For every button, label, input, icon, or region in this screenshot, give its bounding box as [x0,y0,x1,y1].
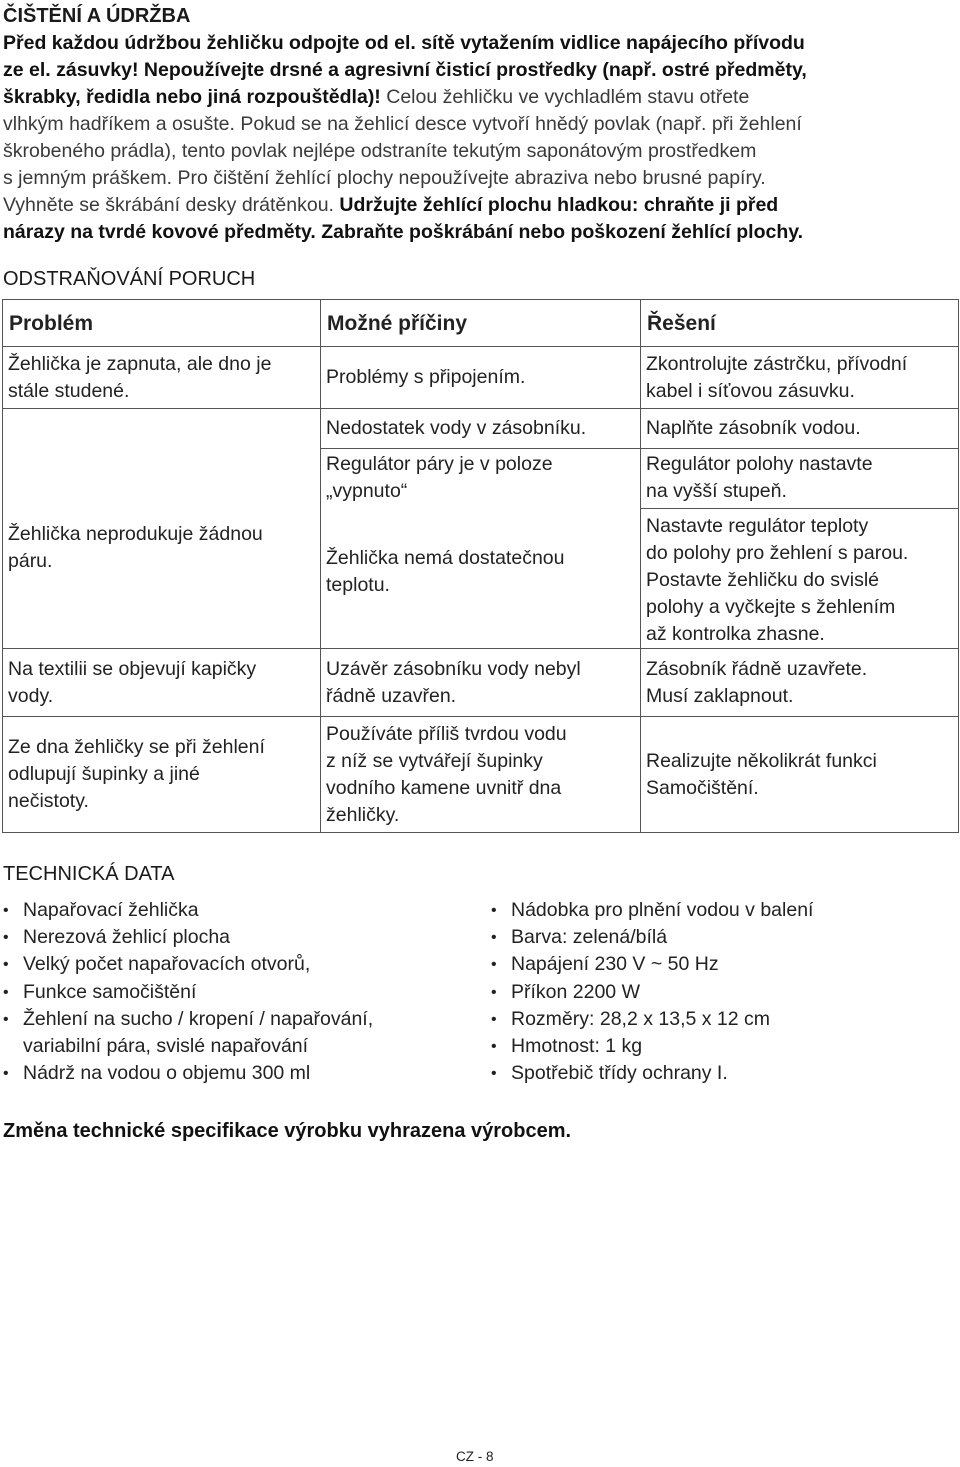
solution-text: Regulátor polohy nastavte [646,453,873,475]
problem-text: Na textilii se objevují kapičky [8,657,257,680]
table-row [3,649,959,717]
list-item: • Rozměry: 28,2 x 13,5 x 12 cm [490,1006,813,1033]
solution-text: až kontrolka zhasne. [646,623,825,645]
solution-cell [641,409,959,449]
problem-cell [3,649,321,717]
problem-cell [3,347,321,409]
cleaning-line-5: škrobeného prádla), tento povlak nejlépe odstraníte tekutým saponátovým prostředkem [3,140,757,162]
header-solution: Řešení [641,300,959,347]
list-item: • Nerezová žehlicí plocha [2,924,373,951]
list-item: • Spotřebič třídy ochrany I. [490,1060,813,1087]
solution-text: do polohy pro žehlení s parou. [646,542,909,564]
cause-text: Nedostatek vody v zásobníku. [326,417,587,439]
list-item: • Napájení 230 V ~ 50 Hz [490,951,813,978]
problem-text: odlupují šupinky a jiné [8,763,200,785]
solution-text: Realizujte několikrát funkci [646,749,877,772]
cause-text: Uzávěr zásobníku vody nebyl [326,657,581,680]
spec-change-note: Změna technické specifikace výrobku vyhrazena výrobcem. [3,1120,572,1142]
cause-text: Problémy s připojením. [326,366,526,388]
problem-text: nečistoty. [8,790,89,812]
cause-cell [321,449,641,509]
table-row [3,717,959,833]
cleaning-line-7-rest: Vyhněte se škrábání desky drátěnkou. [3,194,340,216]
cause-text: Používáte příliš tvrdou vodu [326,722,567,745]
list-item-line: variabilní pára, svislé napařování [23,1035,309,1058]
problem-text: Žehlička je zapnuta, ale dno je [8,352,272,375]
troubleshooting-title: ODSTRAŇOVÁNÍ PORUCH [3,268,256,290]
cause-text: „vypnuto“ [326,480,408,502]
cause-cell [321,409,641,449]
cause-text: vodního kamene uvnitř dna [326,776,562,799]
cleaning-line-4: vlhkým hadříkem a osušte. Pokud se na žehlicí desce vytvoří hnědý povlak (např. při žehlení [3,113,802,135]
solution-text: polohy a vyčkejte s žehlením [646,596,896,618]
list-item: • Příkon 2200 W [490,979,813,1006]
cleaning-line-6: s jemným práškem. Pro čištění žehlící plochy nepoužívejte abraziva nebo brusné papíry. [3,167,766,189]
header-problem: Problém [3,300,321,347]
cleaning-paragraph [3,30,953,246]
problem-text: Žehlička neprodukuje žádnou [8,523,263,546]
problem-text: vody. [8,684,54,707]
cleaning-line-3-rest: Celou žehličku ve vychladlém stavu otřete [380,86,750,108]
problem-text: páru. [8,550,53,573]
list-item: • Velký počet napařovacích otvorů, [2,951,373,978]
problem-text: Ze dna žehličky se při žehlení [8,736,265,758]
list-item: • Napařovací žehlička [2,897,373,924]
cleaning-line-3-bold: škrabky, ředidla nebo jiná rozpouštědla)! [3,86,381,108]
list-item [2,1006,373,1060]
cause-text: Regulátor páry je v poloze [326,453,553,475]
solution-cell [641,509,959,649]
cause-cell [321,509,641,649]
cleaning-line-2: ze el. zásuvky! Nepoužívejte drsné a agresivní čisticí prostředky (např. ostré předměty, [3,59,807,81]
problem-cell [3,449,321,649]
cause-text: řádně uzavřen. [326,684,457,707]
solution-text: Samočištění. [646,776,759,799]
list-item: • Nádobka pro plnění vodou v balení [490,897,813,924]
solution-cell [641,449,959,509]
table-header-row [3,300,959,347]
tech-list-left [2,897,373,1087]
cleaning-line-8: nárazy na tvrdé kovové předměty. Zabraňte poškrábání nebo poškození žehlící plochy. [3,221,804,243]
table-row [3,449,959,509]
tech-data-title: TECHNICKÁ DATA [3,863,175,885]
solution-cell [641,649,959,717]
solution-text: kabel i síťovou zásuvku. [646,379,855,402]
solution-text: Musí zaklapnout. [646,684,794,707]
page-number: CZ - 8 [456,1449,494,1464]
solution-text: Nastavte regulátor teploty [646,515,869,537]
problem-text: stále studené. [8,379,130,402]
cause-cell [321,649,641,717]
table-row [3,347,959,409]
solution-text: Postavte žehličku do svislé [646,569,880,591]
list-item: • Nádrž na vodou o objemu 300 ml [2,1060,373,1087]
cause-cell [321,717,641,833]
list-item: • Funkce samočištění [2,979,373,1006]
list-item: • Barva: zelená/bílá [490,924,813,951]
troubleshooting-table [2,299,959,833]
cleaning-line-1: Před každou údržbou žehličku odpojte od el. sítě vytažením vidlice napájecího přívodu [3,32,805,54]
list-item: • Hmotnost: 1 kg [490,1033,813,1060]
solution-cell [641,347,959,409]
cause-cell [321,347,641,409]
list-item-line: • Žehlení na sucho / kropení / napařování, [23,1007,374,1030]
problem-cell [3,717,321,833]
header-cause: Možné příčiny [321,300,641,347]
solution-text: Zásobník řádně uzavřete. [646,657,868,680]
cause-text: Žehlička nemá dostatečnou [326,546,565,569]
solution-text: na vyšší stupeň. [646,480,787,502]
solution-cell [641,717,959,833]
cause-text: z níž se vytvářejí šupinky [326,749,543,772]
cleaning-title: ČIŠTĚNÍ A ÚDRŽBA [3,5,191,27]
cleaning-line-7-bold: Udržujte žehlící plochu hladkou: chraňte ji před [339,194,779,216]
solution-text: Zkontrolujte zástrčku, přívodní [646,352,908,375]
cause-text: žehličky. [326,803,400,826]
cause-text: teplotu. [326,573,390,596]
tech-list-right [490,897,813,1087]
solution-text: Naplňte zásobník vodou. [646,417,861,439]
problem-cell-empty [3,409,321,449]
table-row [3,409,959,449]
